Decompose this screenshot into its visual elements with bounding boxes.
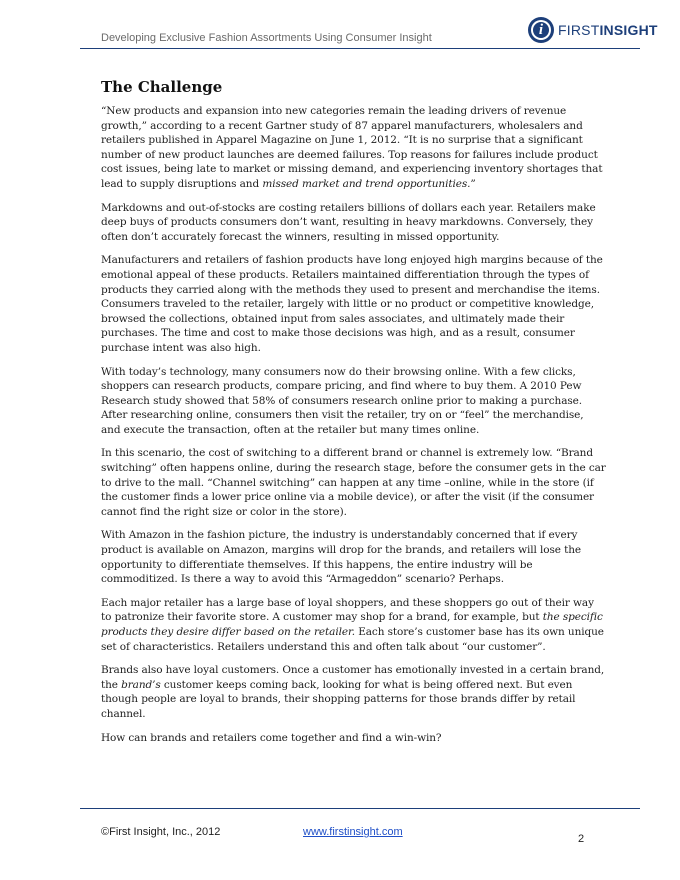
document-body	[101, 78, 606, 754]
header-divider	[80, 48, 640, 49]
paragraph-2: Markdowns and out-of-stocks are costing retailers billions of dollars each year. Retailers make deep buys of products consumers don’t want, resulting in heavy markdowns. Conversely, they often don’t accurately forecast the winners, resulting in missed opportunity.	[101, 201, 596, 243]
info-circle-icon	[528, 17, 554, 43]
section-heading: The Challenge	[101, 78, 223, 96]
footer-website-link[interactable]: www.firstinsight.com	[303, 826, 403, 838]
first-insight-logo	[528, 17, 658, 47]
paragraph-9: How can brands and retailers come together and find a win-win?	[101, 731, 442, 744]
paragraph-6: With Amazon in the fashion picture, the industry is understandably concerned that if every product is available on Amazon, margins will drop for the brands, and retailers will lose the opportunity to differentiate themselves. If this happens, the entire industry will be commoditized. Is there a way to avoid this “Armageddon” scenario? Perhaps.	[101, 529, 581, 586]
logo-text-first: FIRST	[558, 22, 600, 38]
logo-icon-letter: i	[538, 22, 544, 38]
logo-wordmark	[558, 22, 658, 38]
page-number: 2	[578, 833, 585, 845]
logo-text-insight: INSIGHT	[599, 22, 658, 38]
paragraph-8: Brands also have loyal customers. Once a customer has emotionally invested in a certain brand, the brand’s customer keeps coming back, looking for what is being offered next. But even though people are loyal to brands, their shopping patterns for those brands differ by retail channel.	[101, 664, 605, 720]
paragraph-3: Manufacturers and retailers of fashion products have long enjoyed high margins because of the emotional appeal of these products. Retailers maintained differentiation through the types of products they carried along with the methods they used to present and merchandise the items. Consumers traveled to the retailer, largely with little or no product or competitive knowledge, browsed the collections, obtained input from sales associates, and ultimately made their purchases. The time and cost to make those decisions was high, and as a result, consumer purchase intent was also high.	[101, 254, 603, 354]
paragraph-1: “New products and expansion into new categories remain the leading drivers of revenue growth,” according to a recent Gartner study of 87 apparel manufacturers, wholesalers and retailers published in Apparel Magazine on June 1, 2012. “It is no surprise that a significant number of new product launches are deemed failures. Top reasons for failures include product cost issues, being late to market or missing demand, and experiencing inventory shortages that lead to supply disruptions and missed market and trend opportunities.”	[101, 105, 603, 190]
paragraph-8-emphasis: brand’s	[121, 678, 161, 691]
paragraph-7-emphasis: the specific products they desire differ based on the retailer.	[101, 611, 603, 638]
footer-divider	[80, 808, 640, 809]
paragraph-1-emphasis: missed market and trend opportunities.	[262, 177, 471, 190]
paragraph-4: With today’s technology, many consumers now do their browsing online. With a few clicks, shoppers can research products, compare pricing, and find where to buy them. A 2010 Pew Research study showed that 58% of consumers research online prior to making a purchase. After researching online, consumers then visit the retailer, try on or “feel” the merchandise, and execute the transaction, often at the retailer but many times online.	[101, 365, 584, 436]
header-title: Developing Exclusive Fashion Assortments Using Consumer Insight	[101, 32, 432, 44]
paragraph-7: Each major retailer has a large base of loyal shoppers, and these shoppers go out of their way to patronize their favorite store. A customer may shop for a brand, for example, but the specific products they desire differ based on the retailer. Each store’s customer base has its own unique set of characteristics. Retailers understand this and often talk about “our customer”.	[101, 596, 604, 653]
footer-copyright: ©First Insight, Inc., 2012	[101, 826, 221, 838]
paragraph-5: In this scenario, the cost of switching to a different brand or channel is extremely low. “Brand switching” often happens online, during the research stage, before the consumer gets in the car to drive to the mall. “Channel switching” can happen at any time –online, while in the store (if the customer finds a lower price online via a mobile device), or after the visit (if the consumer cannot find the right size or color in the store).	[101, 447, 606, 518]
